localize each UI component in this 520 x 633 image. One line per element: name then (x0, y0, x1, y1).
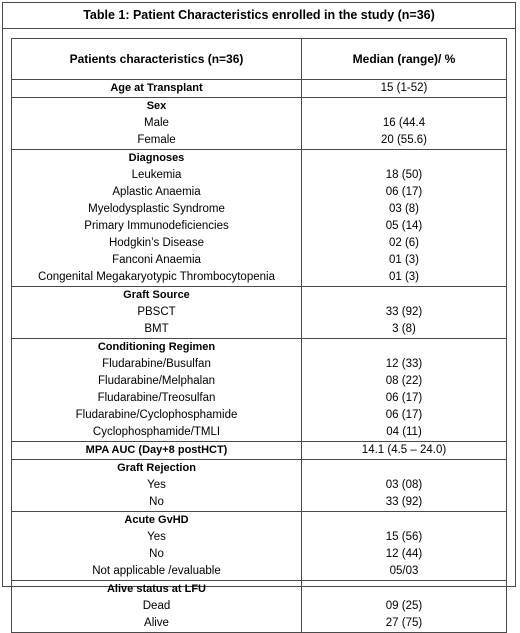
table-row (12, 184, 507, 201)
row-label: Male (12, 115, 302, 132)
table-row (12, 356, 507, 373)
table-row (12, 287, 507, 305)
table-row (12, 529, 507, 546)
row-value: 27 (75) (302, 615, 507, 633)
row-value: 15 (1-52) (302, 80, 507, 98)
table-row (12, 150, 507, 168)
row-label: Acute GvHD (12, 512, 302, 530)
table-row (12, 115, 507, 132)
row-label: Fanconi Anaemia (12, 252, 302, 269)
table-row (12, 201, 507, 218)
row-label: No (12, 546, 302, 563)
row-label: Female (12, 132, 302, 150)
row-label: Alive (12, 615, 302, 633)
row-value: 04 (11) (302, 424, 507, 442)
table-title: Table 1: Patient Characteristics enrolled in the study (n=36) (3, 3, 515, 29)
row-value (302, 287, 507, 305)
row-value: 01 (3) (302, 269, 507, 287)
row-label: Leukemia (12, 167, 302, 184)
row-value: 05 (14) (302, 218, 507, 235)
table-row (12, 477, 507, 494)
row-value (302, 98, 507, 116)
table-row (12, 407, 507, 424)
header-median-range: Median (range)/ % (302, 39, 507, 80)
row-value: 08 (22) (302, 373, 507, 390)
row-value: 33 (92) (302, 494, 507, 512)
row-label: Conditioning Regimen (12, 339, 302, 357)
table-row (12, 304, 507, 321)
row-value (302, 460, 507, 478)
table-row (12, 390, 507, 407)
row-value: 20 (55.6) (302, 132, 507, 150)
row-value: 02 (6) (302, 235, 507, 252)
table-header-row (12, 39, 507, 80)
patient-characteristics-table (11, 38, 507, 633)
table-row (12, 269, 507, 287)
row-value: 33 (92) (302, 304, 507, 321)
row-value (302, 512, 507, 530)
table-row (12, 235, 507, 252)
row-label: Fludarabine/Cyclophosphamide (12, 407, 302, 424)
row-value: 05/03 (302, 563, 507, 581)
row-label: Graft Rejection (12, 460, 302, 478)
row-label: Aplastic Anaemia (12, 184, 302, 201)
header-characteristics: Patients characteristics (n=36) (12, 39, 302, 80)
table-row (12, 339, 507, 357)
table-row (12, 98, 507, 116)
table-row (12, 581, 507, 599)
table-row (12, 167, 507, 184)
table-row (12, 563, 507, 581)
row-value (302, 150, 507, 168)
table-body (12, 39, 507, 633)
row-label: Fludarabine/Busulfan (12, 356, 302, 373)
row-label: Yes (12, 477, 302, 494)
table-row (12, 512, 507, 530)
table-row (12, 80, 507, 98)
row-value: 03 (08) (302, 477, 507, 494)
row-value: 12 (44) (302, 546, 507, 563)
row-label: Fludarabine/Melphalan (12, 373, 302, 390)
row-label: Fludarabine/Treosulfan (12, 390, 302, 407)
row-label: Congenital Megakaryotypic Thrombocytopenia (12, 269, 302, 287)
row-label: PBSCT (12, 304, 302, 321)
table-row (12, 460, 507, 478)
row-label: Graft Source (12, 287, 302, 305)
table-row (12, 424, 507, 442)
table-row (12, 494, 507, 512)
row-value: 06 (17) (302, 390, 507, 407)
row-label: Alive status at LFU (12, 581, 302, 599)
table-row (12, 598, 507, 615)
row-label: Yes (12, 529, 302, 546)
row-label: Sex (12, 98, 302, 116)
row-value: 18 (50) (302, 167, 507, 184)
table-row (12, 132, 507, 150)
table-row (12, 321, 507, 339)
row-label: BMT (12, 321, 302, 339)
row-value: 03 (8) (302, 201, 507, 218)
spacer (3, 29, 515, 38)
row-value: 14.1 (4.5 – 24.0) (302, 442, 507, 460)
row-value (302, 339, 507, 357)
table-row (12, 252, 507, 269)
row-value: 12 (33) (302, 356, 507, 373)
row-label: Not applicable /evaluable (12, 563, 302, 581)
table-row (12, 615, 507, 633)
row-value: 06 (17) (302, 407, 507, 424)
row-label: Cyclophosphamide/TMLI (12, 424, 302, 442)
row-value: 09 (25) (302, 598, 507, 615)
row-label: Age at Transplant (12, 80, 302, 98)
table-row (12, 442, 507, 460)
table-row (12, 373, 507, 390)
row-value: 01 (3) (302, 252, 507, 269)
row-label: No (12, 494, 302, 512)
row-label: MPA AUC (Day+8 postHCT) (12, 442, 302, 460)
row-value: 3 (8) (302, 321, 507, 339)
row-label: Myelodysplastic Syndrome (12, 201, 302, 218)
row-label: Hodgkin’s Disease (12, 235, 302, 252)
table-frame (2, 2, 516, 629)
table-row (12, 546, 507, 563)
row-value: 06 (17) (302, 184, 507, 201)
table-row (12, 218, 507, 235)
row-label: Primary Immunodeficiencies (12, 218, 302, 235)
row-label: Diagnoses (12, 150, 302, 168)
row-value: 15 (56) (302, 529, 507, 546)
row-value: 16 (44.4 (302, 115, 507, 132)
row-value (302, 581, 507, 599)
row-label: Dead (12, 598, 302, 615)
